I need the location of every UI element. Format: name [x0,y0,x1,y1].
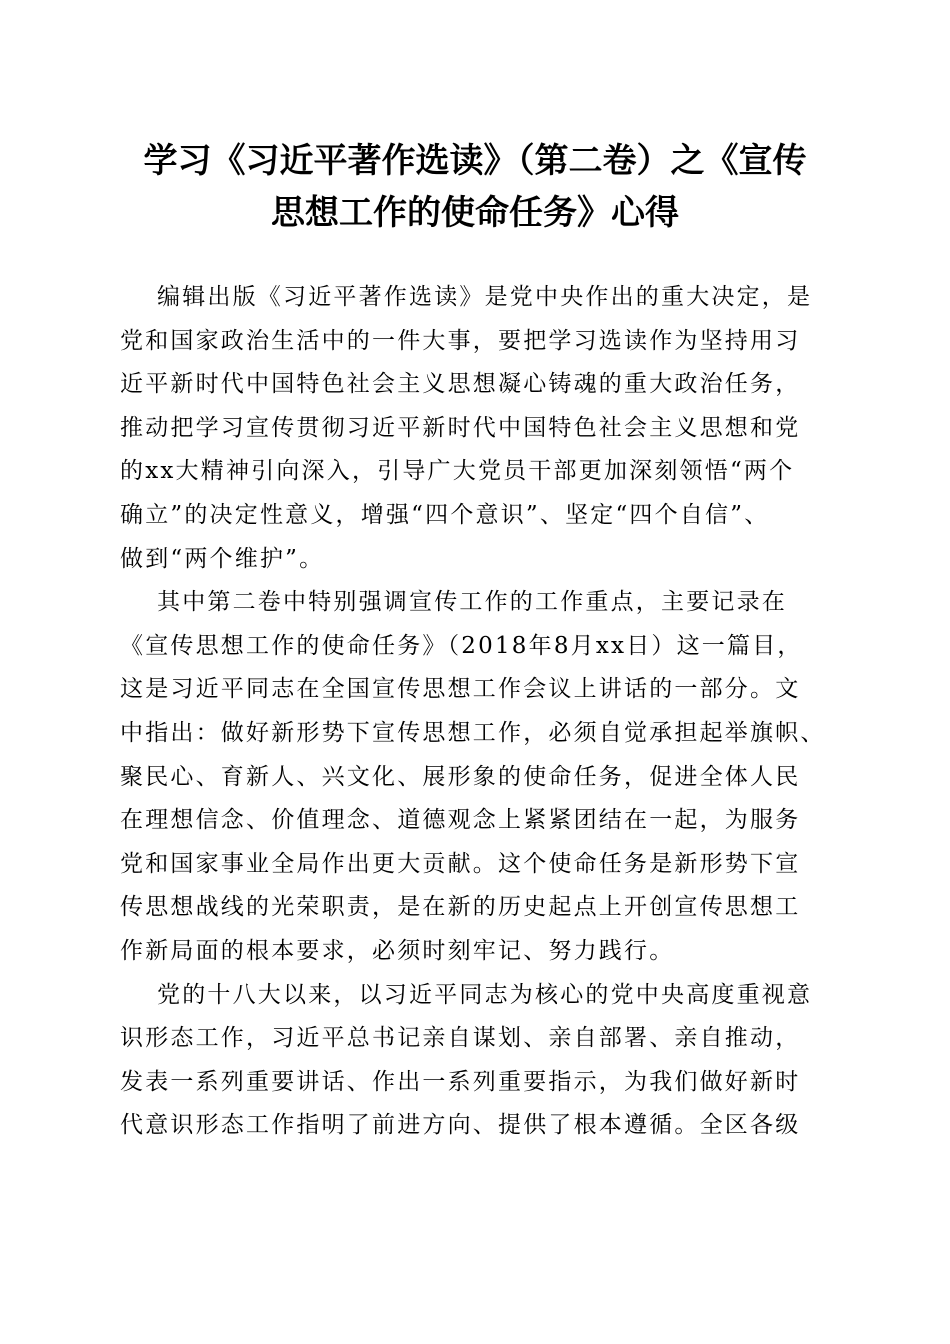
text-line: 这是习近平同志在全国宣传思想工作会议上讲话的一部分。文 [120,676,801,703]
text-line: 编辑出版《习近平著作选读》是党中央作出的重大决定，是 [157,284,813,310]
text-line: 传思想战线的光荣职责，是在新的历史起点上开创宣传思想工 [120,894,801,921]
text-line: 推动把学习宣传贯彻习近平新时代中国特色社会主义思想和党 [120,414,801,441]
document-title [100,135,850,239]
document-body [120,276,832,1148]
text-line: 聚民心、育新人、兴文化、展形象的使命任务，促进全体人民 [120,763,801,790]
text-line: 识形态工作，习近平总书记亲自谋划、亲自部署、亲自推动， [120,1025,801,1052]
paragraph-1 [120,276,832,581]
text-line: 确立”的决定性意义，增强“四个意识”、坚定“四个自信”、 [120,501,770,528]
title-line: 思想工作的使命任务》心得 [271,193,679,233]
text-line: 近平新时代中国特色社会主义思想凝心铸魂的重大政治任务， [120,371,801,398]
text-line: 的xx大精神引向深入，引导广大党员干部更加深刻领悟“两个 [120,458,795,485]
paragraph-2 [120,581,832,973]
title-line: 学习《习近平著作选读》（第二卷）之《宣传 [143,141,807,181]
text-line: 发表一系列重要讲话、作出一系列重要指示，为我们做好新时 [120,1068,801,1095]
text-line: 做到“两个维护”。 [120,545,325,572]
text-line: 党和国家事业全局作出更大贡献。这个使命任务是新形势下宣 [120,850,801,877]
paragraph-3 [120,974,832,1148]
text-line: 中指出：做好新形势下宣传思想工作，必须自觉承担起举旗帜、 [120,719,826,746]
text-line: 在理想信念、价值理念、道德观念上紧紧团结在一起，为服务 [120,807,801,834]
text-line: 代意识形态工作指明了前进方向、提供了根本遵循。全区各级 [120,1112,801,1139]
text-line: 党的十八大以来，以习近平同志为核心的党中央高度重视意 [157,981,813,1008]
text-line: 《宣传思想工作的使命任务》（2018年8月xx日）这一篇目， [120,632,803,659]
text-line: 其中第二卷中特别强调宣传工作的工作重点，主要记录在 [157,589,787,616]
text-line: 党和国家政治生活中的一件大事，要把学习选读作为坚持用习 [120,327,801,354]
text-line: 作新局面的根本要求，必须时刻牢记、努力践行。 [120,937,675,964]
